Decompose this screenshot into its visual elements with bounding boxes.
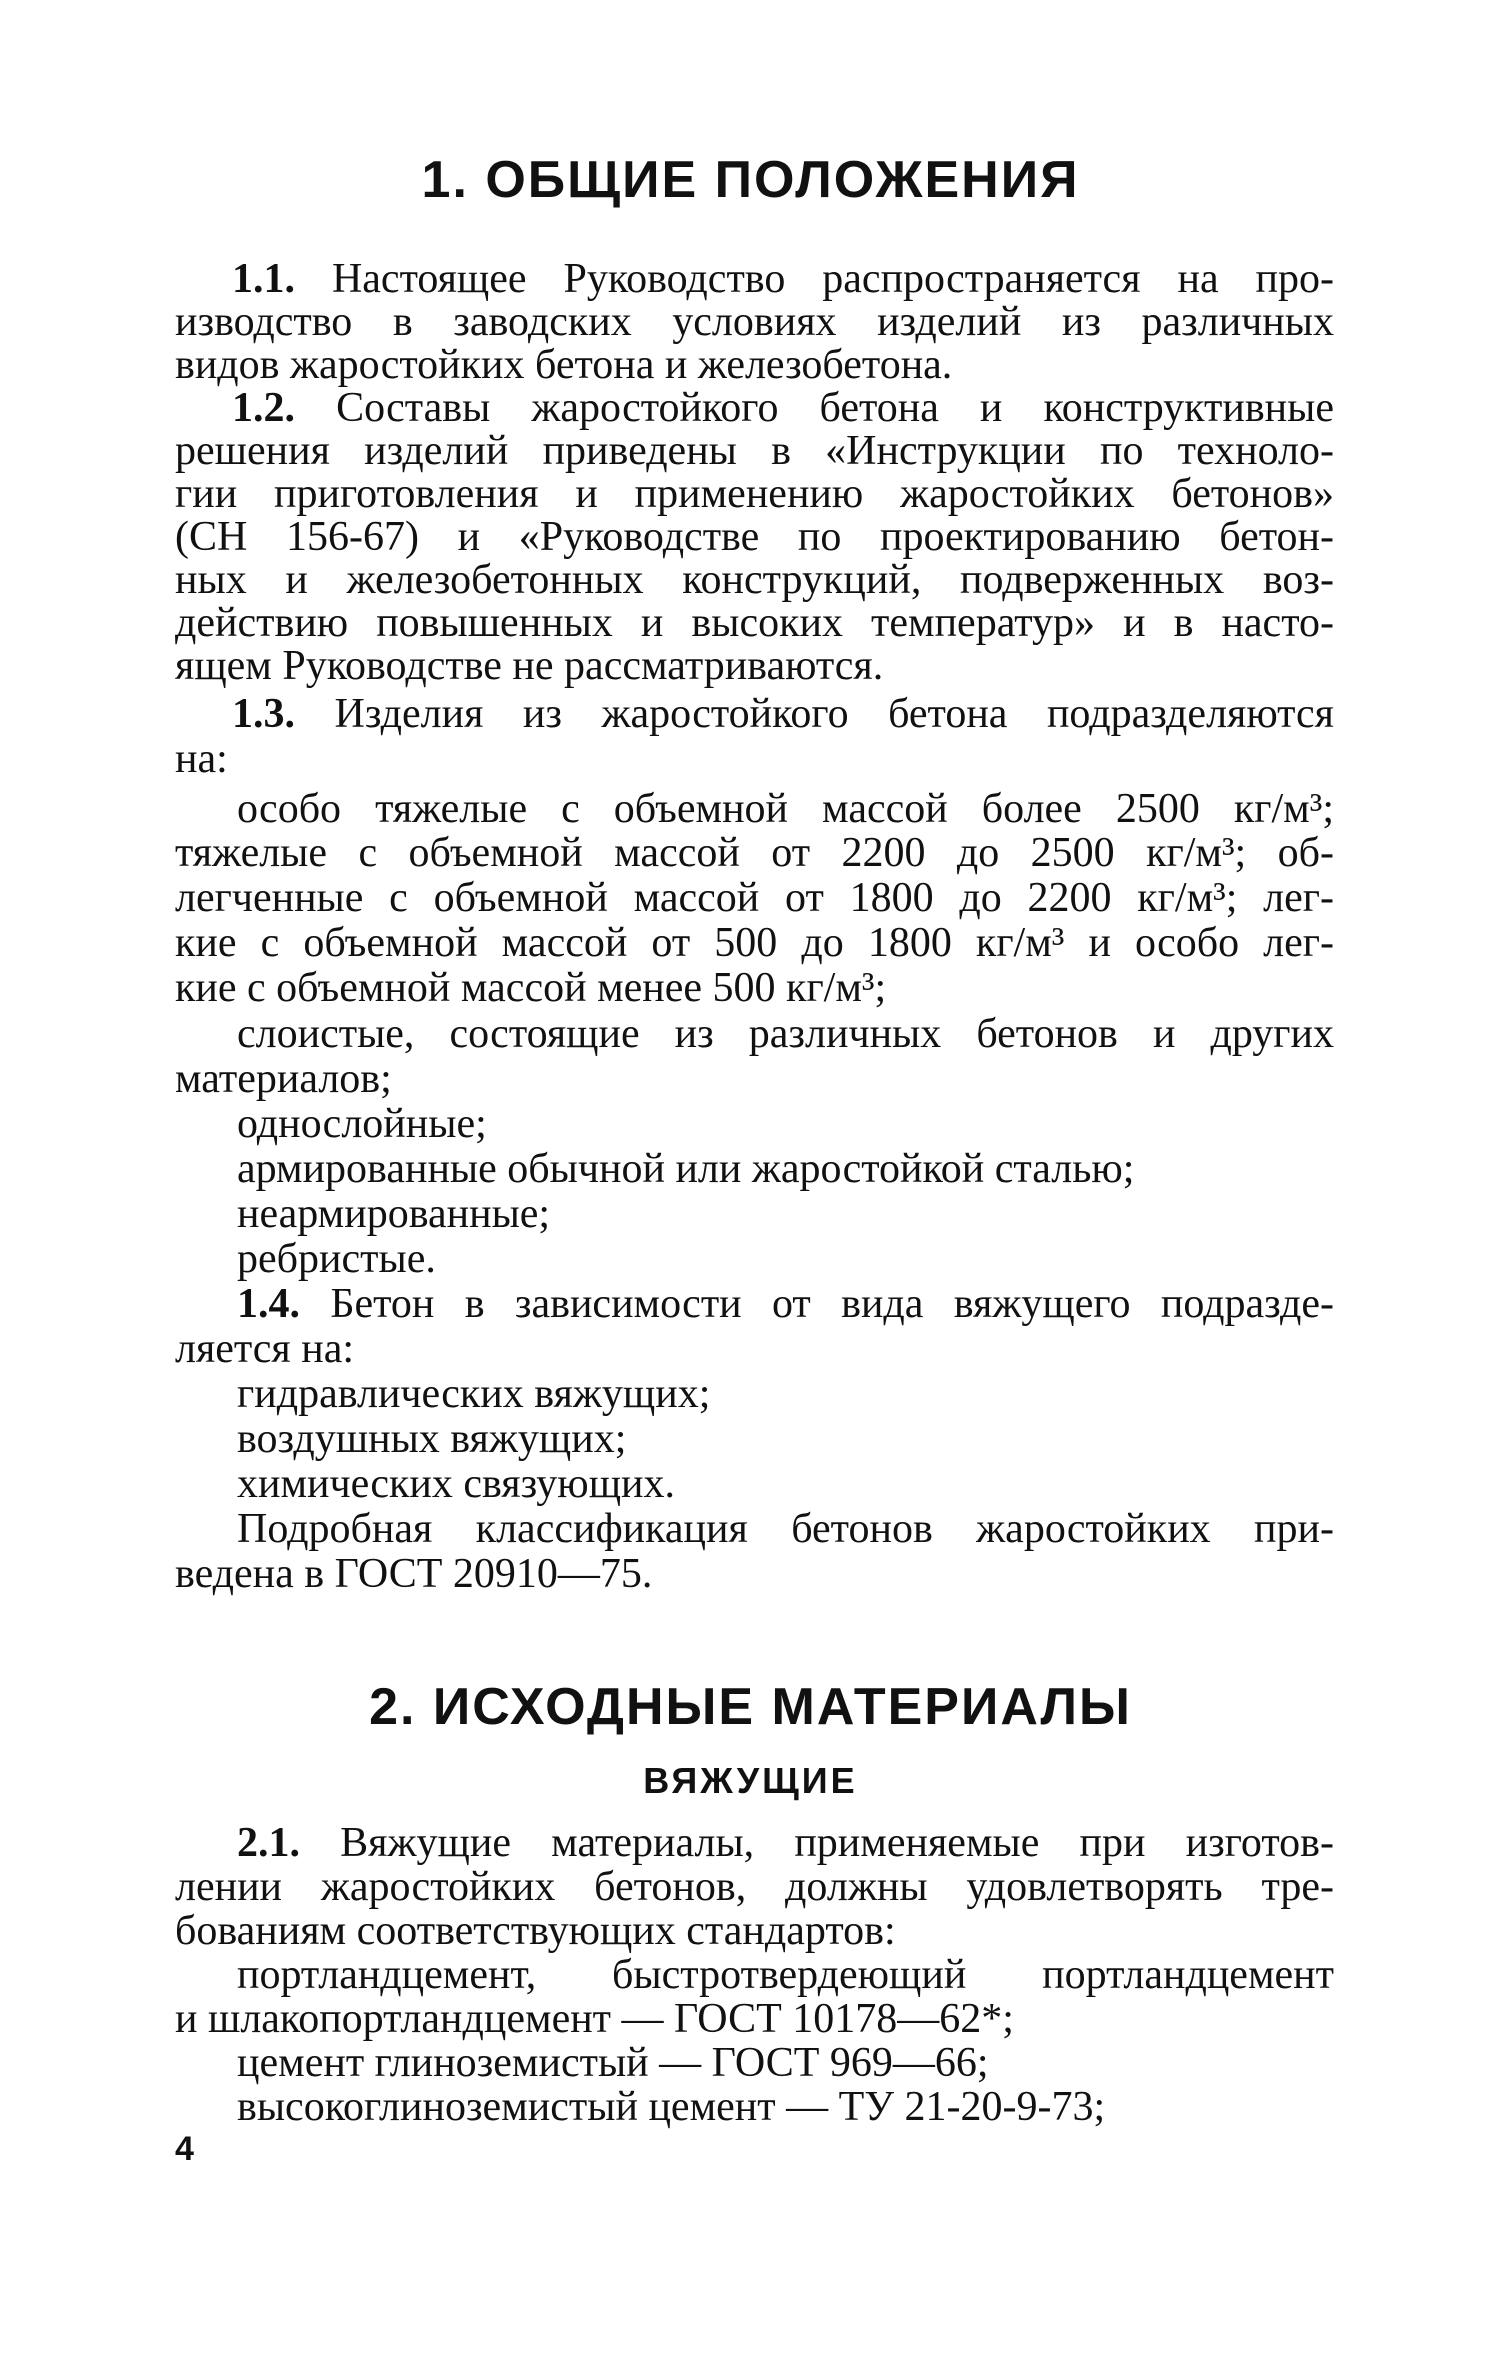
text-line: 2.1. Вяжущие материалы, применяемые при изготов- xyxy=(237,1820,1334,1866)
text-line: особо тяжелые с объемной массой более 2500 кг/м³; xyxy=(237,786,1334,832)
text-line: 1.2. Составы жаростойкого бетона и конструктивные xyxy=(232,385,1335,431)
text-line: ведена в ГОСТ 20910—75. xyxy=(175,1551,653,1597)
text-line: цемент глиноземистый — ГОСТ 969—66; xyxy=(237,2040,989,2086)
page-number: 4 xyxy=(175,2130,194,2168)
text-line: неармированные; xyxy=(237,1191,551,1237)
text-line: 1.3. Изделия из жаростойкого бетона подразделяются xyxy=(232,691,1334,737)
text-line: гии приготовления и применению жаростойких бетонов» xyxy=(175,471,1334,517)
text-line: портландцемент, быстротвердеющий портландцемент xyxy=(237,1952,1334,1998)
text-line: (СН 156-67) и «Руководстве по проектированию бетон- xyxy=(175,514,1334,560)
text-line: изводство в заводских условиях изделий из различных xyxy=(175,299,1334,345)
text-line: бованиям соответствующих стандартов: xyxy=(175,1908,896,1954)
text-line: на: xyxy=(175,736,228,782)
text-line: высокоглиноземистый цемент — ТУ 21-20-9-73; xyxy=(237,2084,1106,2130)
text-line: кие с объемной массой менее 500 кг/м³; xyxy=(175,965,887,1011)
section-2-title: 2. ИСХОДНЫЕ МАТЕРИАЛЫ xyxy=(369,1678,1132,1736)
section-2-subtitle: ВЯЖУЩИЕ xyxy=(643,1760,858,1801)
text-line: 1.4. Бетон в зависимости от вида вяжущего подразде- xyxy=(237,1281,1335,1327)
section-1-title: 1. ОБЩИЕ ПОЛОЖЕНИЯ xyxy=(421,151,1080,209)
text-line: ящем Руководстве не рассматриваются. xyxy=(175,643,884,689)
text-line: ляется на: xyxy=(175,1326,355,1372)
text-line: и шлакопортландцемент — ГОСТ 10178—62*; xyxy=(175,1996,1014,2042)
text-line: тяжелые с объемной массой от 2200 до 2500 кг/м³; об- xyxy=(175,830,1334,876)
text-line: химических связующих. xyxy=(237,1461,676,1507)
text-line: материалов; xyxy=(175,1056,392,1102)
text-line: действию повышенных и высоких температур» и в насто- xyxy=(175,600,1334,646)
text-line: лении жаростойких бетонов, должны удовлетворять тре- xyxy=(175,1864,1334,1910)
text-line: видов жаростойких бетона и железобетона. xyxy=(175,342,953,388)
text-line: легченные с объемной массой от 1800 до 2200 кг/м³; лег- xyxy=(175,875,1334,921)
text-line: 1.1. Настоящее Руководство распространяется на про- xyxy=(232,256,1334,302)
text-line: кие с объемной массой от 500 до 1800 кг/м³ и особо лег- xyxy=(175,920,1334,966)
text-line: ребристые. xyxy=(237,1236,436,1282)
text-line: слоистые, состоящие из различных бетонов и других xyxy=(237,1011,1334,1057)
text-line: гидравлических вяжущих; xyxy=(237,1371,711,1417)
text-line: Подробная классификация бетонов жаростойких при- xyxy=(237,1506,1334,1552)
text-line: однослойные; xyxy=(237,1101,487,1147)
text-line: решения изделий приведены в «Инструкции по техноло- xyxy=(175,428,1334,474)
text-line: ных и железобетонных конструкций, подверженных воз- xyxy=(175,557,1334,603)
text-line: воздушных вяжущих; xyxy=(237,1416,627,1462)
text-line: армированные обычной или жаростойкой сталью; xyxy=(237,1146,1135,1192)
